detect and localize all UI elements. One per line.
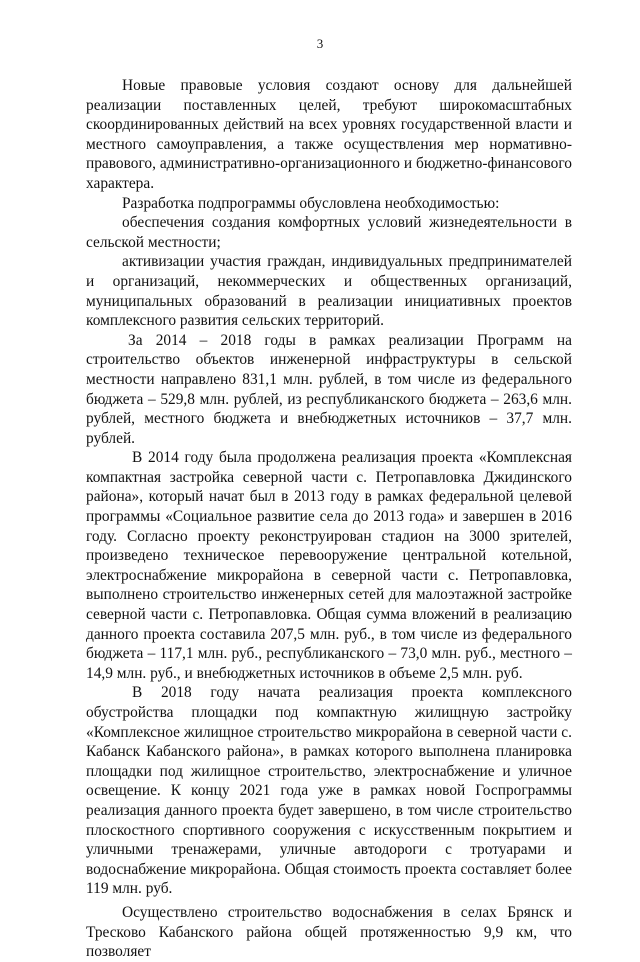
paragraph-legal-conditions: Новые правовые условия создают основу для дальнейшей реализации поставленных целей, требуют широкомасштабных скоординированных действий на всех уровнях государственной власти и местного самоуправления, а также осуществления мер нормативно-правового, административно-организационного и бюджетно-финансового характера.	[86, 77, 572, 192]
paragraph-water-supply: Осуществлено строительство водоснабжения в селах Брянск и Тресково Кабанского района общей протяженностью 9,9 км, что позволяет	[86, 903, 572, 961]
paragraph-necessity-intro: Разработка подпрограммы обусловлена необходимостью:	[122, 194, 500, 212]
document-body	[86, 76, 572, 962]
paragraph-kabansk-project: В 2018 году начата реализация проекта комплексного обустройства площадки под компактную жилищную застройку «Комплексное жилищное строительство микрорайона в северной части с. Кабанск Кабанского района», в рамках которого выполнена планировка площадки под жилищное строительство, электроснабжение и уличное освещение. К концу 2021 года уже в рамках новой Госпрограммы реализация данного проекта будет завершено, в том числе строительство плоскостного спортивного сооружения с искусственным покрытием и уличными тренажерами, уличные автодороги с тротуарами и водоснабжение микрорайона. Общая стоимость проекта составляет более 119 млн. руб.	[86, 684, 572, 898]
paragraph-comfortable-conditions: обеспечения создания комфортных условий жизнедеятельности в сельской местности;	[86, 214, 572, 251]
paragraph-petropavlovka-project: В 2014 году была продолжена реализация проекта «Комплексная компактная застройка северной части с. Петропавловка Джидинского района», который начат был в 2013 году в рамках федеральной целевой программы «Социальное развитие села до 2013 года» и завершен в 2016 году. Согласно проекту реконструирован стадион на 3000 зрителей, произведено техническое перевооружение центральной котельной, электроснабжение микрорайона в северной части с. Петропавловка, выполнено строительство инженерных сетей для малоэтажной застройке северной части с. Петропавловка. Общая сумма вложений в реализацию данного проекта составила 207,5 млн. руб., в том числе из федерального бюджета – 117,1 млн. руб., республиканского – 73,0 млн. руб., местного – 14,9 млн. руб., и внебюджетных источников в объеме 2,5 млн. руб.	[86, 449, 572, 682]
page-number: 3	[316, 36, 324, 51]
paragraph-citizen-participation: активизации участия граждан, индивидуальных предпринимателей и организаций, некоммерческих и общественных организаций, муниципальных образований в реализации инициативных проектов комплексного развития сельских территорий.	[86, 253, 572, 330]
paragraph-funding-2014-2018: За 2014 – 2018 годы в рамках реализации Программ на строительство объектов инженерной инфраструктуры в сельской местности направлено 831,1 млн. рублей, в том числе из федерального бюджета – 529,8 млн. рублей, из республиканского бюджета – 263,6 млн. рублей, местного бюджета и внебюджетных источников – 37,7 млн. рублей.	[86, 331, 572, 447]
